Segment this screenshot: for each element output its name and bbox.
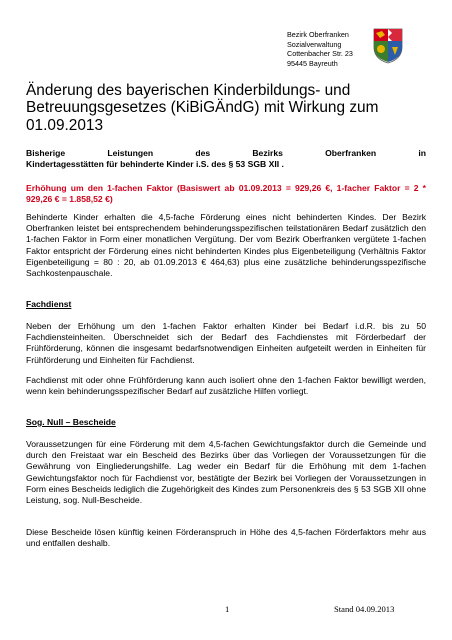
section-heading-fachdienst: Fachdienst <box>26 299 72 309</box>
paragraph-null-bescheide-1: Voraussetzungen für eine Förderung mit dem 4,5-fachen Gewichtungsfaktor durch die Gemeinde und durch den Freistaat war ein Bescheid des Bezirks über das Vorliegen der Voraussetzungen für die Gewährung von Eingliederungshilfe. Lag weder ein Bedarf für die Erhöhung mit dem 1-fachen Gewichtungsfaktor noch für Fachdienst vor, bestätigte der Bezirk bei Vorliegen der Voraussetzungen in Form eines Bescheids lediglich die Zugehörigkeit des Kindes zum Personenkreis des § 53 SGB XII ohne Leistung, sog. Null-Bescheide. <box>26 439 426 506</box>
page-number: 1 <box>225 604 230 614</box>
address-line-street: Cottenbacher Str. 23 <box>287 49 353 59</box>
paragraph-null-bescheide-2: Diese Bescheide lösen künftig keinen Förderanspruch in Höhe des 4,5-fachen Förderfaktors mehr aus und entfallen deshalb. <box>26 527 426 549</box>
paragraph-fachdienst-2: Fachdienst mit oder ohne Frühförderung kann auch isoliert ohne den 1-fachen Faktor bewilligt werden, wenn kein behinderungsspezifischer Bedarf auf zusätzliche Hilfen vorliegt. <box>26 375 426 397</box>
section-heading-bisherige-leistungen-line2: Kindertagesstätten für behinderte Kinder i.S. des § 53 SGB XII . <box>26 159 284 169</box>
address-line-city: 95445 Bayreuth <box>287 58 338 68</box>
document-date-stand: Stand 04.09.2013 <box>334 604 395 614</box>
address-line-department: Sozialverwaltung <box>287 39 342 49</box>
document-title: Änderung des bayerischen Kinderbildungs- und Betreuungsgesetzes (KiBiGÄndG) mit Wirkung zum 01.09.2013 <box>26 82 379 134</box>
section-heading-bisherige-leistungen-line1: Bisherige Leistungen des Bezirks Oberfranken in <box>26 148 426 158</box>
highlight-factor-increase: Erhöhung um den 1-fachen Faktor (Basiswert ab 01.09.2013 = 929,26 €, 1-facher Faktor = 2 * 929,26 € = 1.858,52 €) <box>26 183 426 205</box>
letterhead-address <box>287 30 353 68</box>
section-heading-null-bescheide: Sog. Null – Bescheide <box>26 417 116 427</box>
address-line-organization: Bezirk Oberfranken <box>287 30 349 39</box>
paragraph-fachdienst-1: Neben der Erhöhung um den 1-fachen Faktor erhalten Kinder bei Bedarf i.d.R. bis zu 50 Fachdiensteinheiten. Überschneidet sich der Bedarf des Fachdienstes mit Förderbedarf der Frühförderung, können die insgesamt bedarfsnotwendigen Einheiten aufgeteilt werden in Einheiten für Frühförderung und Einheiten für Fachdienst. <box>26 321 426 365</box>
paragraph-behinderte-kinder: Behinderte Kinder erhalten die 4,5-fache Förderung eines nicht behinderten Kindes. Der Bezirk Oberfranken leistet bei entsprechendem behinderungsspezifischen teilstationären Bedarf zusätzlich den 1-fachen Faktor in Form einer monatlichen Vergütung. Der vom Bezirk Oberfranken vergütete 1-fachen Faktor entspricht der Förderung eines nicht behinderten Kindes plus Eigenbeteiligung (Verhältnis Faktor Eigenbeteiligung = 80 : 20, ab 01.09.2013 € 464,63) plus eine zusätzliche behinderungsspezifische Sachkostenpauschale. <box>26 212 426 279</box>
coat-of-arms-icon <box>372 27 404 65</box>
